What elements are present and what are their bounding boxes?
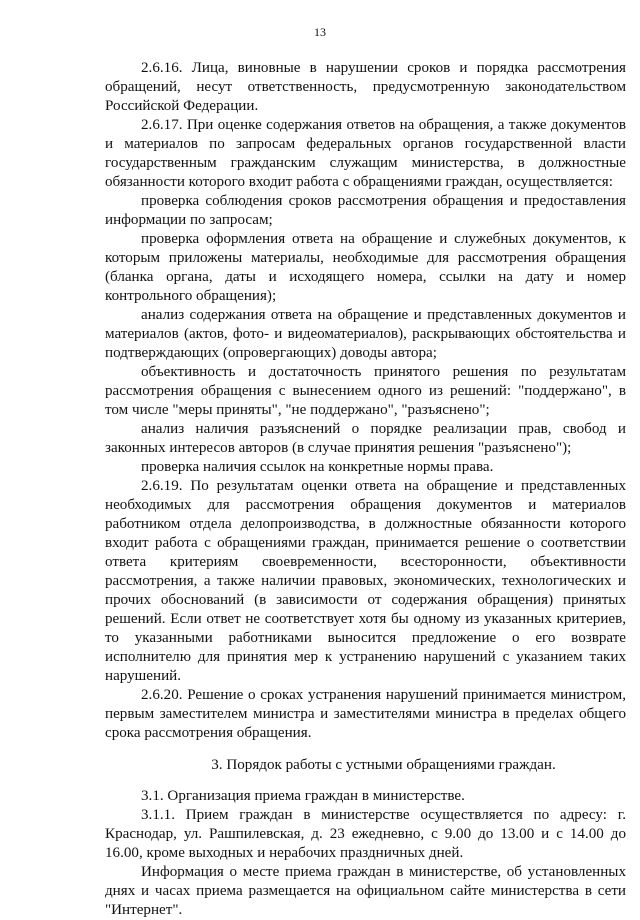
document-body: [105, 59, 626, 920]
list-item-legal-references: проверка наличия ссылок на конкретные нормы права.: [141, 459, 494, 475]
list-item-formatting-check: проверка оформления ответа на обращение и служебных документов, к которым приложены материалы, необходимые для рассмотрения обращения (бланка органа, даты и исходящего номера, ссылки на дату и номер контрольного обращения);: [105, 231, 626, 304]
paragraph-2-6-20: 2.6.20. Решение о сроках устранения нарушений принимается министром, первым заместителем министра и заместителями министра в пределах общего срока рассмотрения обращения.: [105, 687, 626, 741]
paragraph-2-6-19: 2.6.19. По результатам оценки ответа на обращение и представленных необходимых для рассмотрения обращения документов и материалов работником отдела делопроизводства, в должностные обязанности которого входит работа с обращениями граждан, принимается решение о соответствии ответа критериям своевременности, всесторонности, объективности рассмотрения, а также наличии правовых, экономических, технологических и прочих обоснований (в зависимости от содержания обращения) принятых решений. Если ответ не соответствует хотя бы одному из указанных критериев, то указанными работниками выносится предложение о его возврате исполнителю для принятия мер к устранению нарушений с указанием таких нарушений.: [105, 478, 626, 684]
paragraph-3-1-1: 3.1.1. Прием граждан в министерстве осуществляется по адресу: г. Краснодар, ул. Рашпилевская, д. 23 ежедневно, с 9.00 до 13.00 и с 14.00 до 16.00, кроме выходных и нерабочих праздничных дней.: [105, 807, 626, 861]
list-item-rights-explanation: анализ наличия разъяснений о порядке реализации прав, свобод и законных интересов авторов (в случае принятия решения "разъяснено");: [105, 421, 626, 456]
paragraph-reception-info: Информация о месте приема граждан в министерстве, об установленных днях и часах приема размещается на официальном сайте министерства в сети "Интернет".: [105, 864, 626, 918]
list-item-objectivity: объективность и достаточность принятого решения по результатам рассмотрения обращения с вынесением одного из решений: "поддержано", в том числе "меры приняты", "не поддержано", "разъяснено";: [105, 364, 626, 418]
paragraph-3-1: 3.1. Организация приема граждан в министерстве.: [141, 788, 465, 804]
list-item-content-analysis: анализ содержания ответа на обращение и представленных документов и материалов (актов, фото- и видеоматериалов), раскрывающих обстоятельства и подтверждающих (опровергающих) доводы автора;: [105, 307, 626, 361]
section-heading: 3. Порядок работы с устными обращениями граждан.: [211, 757, 556, 773]
list-item-deadline-check: проверка соблюдения сроков рассмотрения обращения и предоставления информации по запросам;: [105, 193, 626, 228]
paragraph-2-6-16: 2.6.16. Лица, виновные в нарушении сроков и порядка рассмотрения обращений, несут ответственность, предусмотренную законодательством Российской Федерации.: [105, 60, 626, 114]
page-number: 13: [314, 25, 326, 39]
paragraph-2-6-17: 2.6.17. При оценке содержания ответов на обращения, а также документов и материалов по запросам федеральных органов государственной власти государственным гражданским служащим министерства, в должностные обязанности которого входит работа с обращениями граждан, осуществляется:: [105, 117, 626, 190]
